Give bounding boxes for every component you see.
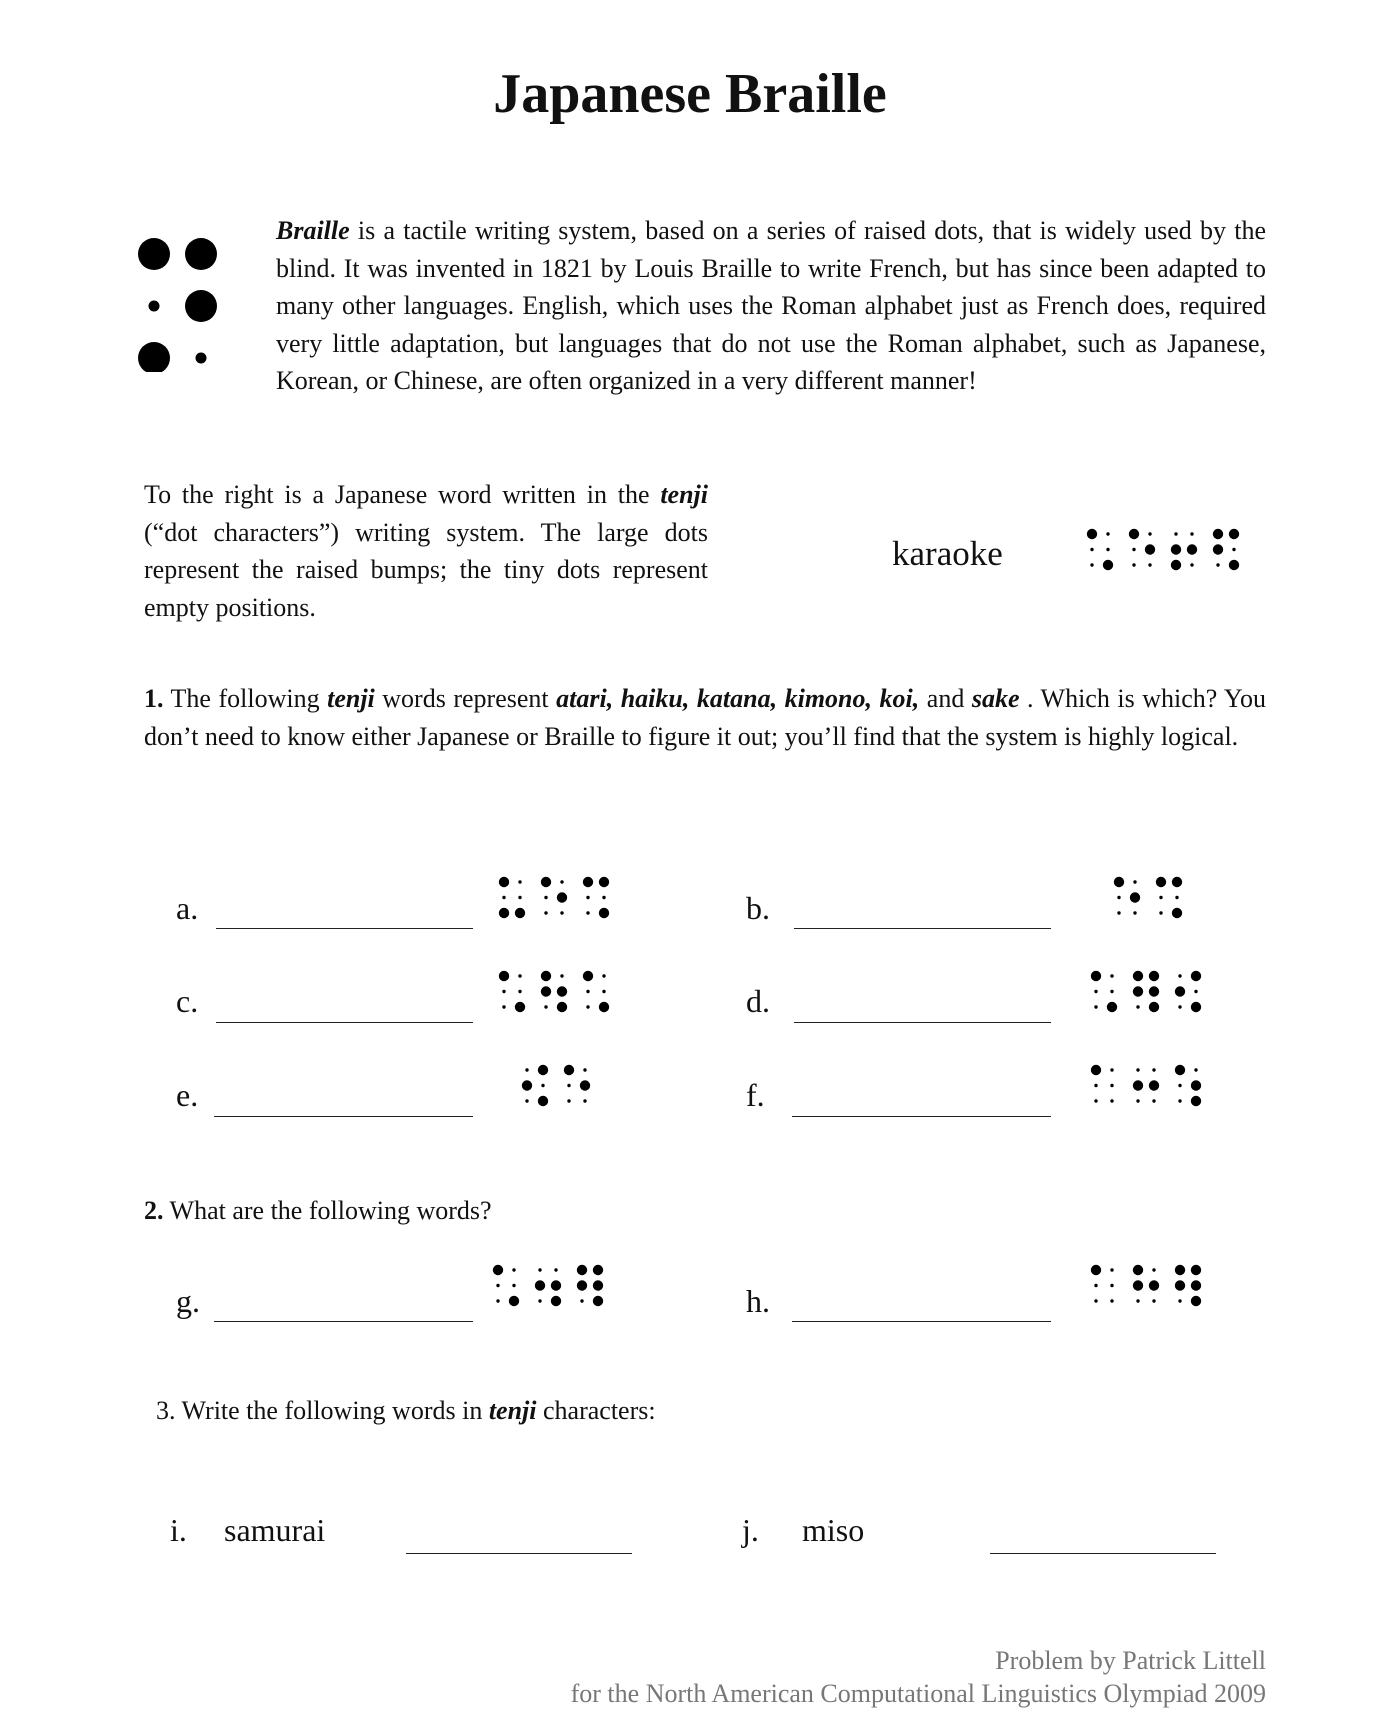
braille-raised-dot bbox=[1187, 544, 1197, 554]
braille-raised-dot bbox=[1213, 544, 1223, 554]
braille-raised-dot bbox=[1213, 529, 1223, 539]
braille-raised-dot bbox=[1087, 529, 1097, 539]
tenji-term: tenji bbox=[660, 480, 708, 509]
example-braille-icon bbox=[1086, 526, 1266, 576]
braille-empty-dot bbox=[586, 1005, 589, 1008]
item-g-braille-icon bbox=[492, 1262, 642, 1312]
braille-raised-dot bbox=[1103, 560, 1113, 570]
braille-empty-dot bbox=[567, 1084, 570, 1087]
item-g-label: g. bbox=[176, 1283, 200, 1319]
braille-raised-dot bbox=[599, 877, 609, 887]
q1-word-koi: koi, bbox=[879, 684, 920, 713]
braille-raised-dot bbox=[1175, 1280, 1185, 1290]
braille-raised-dot bbox=[577, 1280, 587, 1290]
item-d-answer-line[interactable] bbox=[794, 1022, 1051, 1023]
item-j-word: miso bbox=[802, 1512, 865, 1548]
braille-empty-dot bbox=[1110, 1284, 1113, 1287]
braille-empty-dot bbox=[525, 1099, 528, 1102]
braille-empty-dot bbox=[567, 1099, 570, 1102]
braille-empty-dot bbox=[1178, 1099, 1181, 1102]
braille-empty-dot bbox=[602, 990, 605, 993]
braille-raised-dot bbox=[499, 877, 509, 887]
braille-empty-dot bbox=[1110, 1299, 1113, 1302]
braille-raised-dot bbox=[1149, 1280, 1159, 1290]
braille-raised-dot bbox=[1130, 892, 1140, 902]
braille-empty-dot bbox=[1152, 1068, 1155, 1071]
item-c-label: c. bbox=[176, 983, 199, 1019]
braille-empty-dot bbox=[1110, 1068, 1113, 1071]
example-word: karaoke bbox=[892, 534, 1003, 573]
braille-raised-dot bbox=[580, 1080, 590, 1090]
braille-empty-dot bbox=[1106, 548, 1109, 551]
item-d-label: d. bbox=[746, 983, 770, 1019]
braille-empty-dot bbox=[1106, 532, 1109, 535]
braille-raised-dot bbox=[538, 1065, 548, 1075]
braille-raised-dot bbox=[538, 1096, 548, 1106]
braille-raised-dot bbox=[1191, 1280, 1201, 1290]
braille-empty-dot bbox=[560, 911, 563, 914]
braille-empty-dot bbox=[1133, 880, 1136, 883]
braille-empty-dot bbox=[544, 1005, 547, 1008]
braille-empty-dot bbox=[1194, 990, 1197, 993]
braille-raised-dot bbox=[1191, 1265, 1201, 1275]
braille-empty-dot bbox=[1152, 1099, 1155, 1102]
braille-empty-dot bbox=[1090, 563, 1093, 566]
braille-raised-dot bbox=[1133, 971, 1143, 981]
braille-raised-dot bbox=[1091, 971, 1101, 981]
item-f-answer-line[interactable] bbox=[792, 1116, 1051, 1117]
intro-text: is a tactile writing system, based on a series of raised dots, that is widely used by the blind. It was invented in 1821 by Louis Braille to write French, but has since been adapted to many other languages. English, which uses the Roman alphabet just as French does, required very little adaptation, but languages that do not use the Roman alphabet, such as Japanese, Korean, or Chinese, are often organized in a very different manner! bbox=[276, 216, 1266, 395]
braille-empty-dot bbox=[1136, 1299, 1139, 1302]
braille-empty-dot bbox=[1178, 1299, 1181, 1302]
braille-raised-dot bbox=[1175, 986, 1185, 996]
q1-tenji: tenji bbox=[327, 684, 375, 713]
braille-empty-dot bbox=[538, 1299, 541, 1302]
braille-empty-dot bbox=[1148, 563, 1151, 566]
q1-and: and bbox=[919, 684, 972, 713]
braille-raised-dot bbox=[1145, 544, 1155, 554]
intro-paragraph bbox=[276, 212, 1266, 400]
braille-raised-dot bbox=[593, 1280, 603, 1290]
braille-raised-dot bbox=[557, 986, 567, 996]
braille-empty-dot bbox=[518, 880, 521, 883]
braille-empty-dot bbox=[512, 1268, 515, 1271]
braille-empty-dot bbox=[502, 990, 505, 993]
item-h-braille-icon bbox=[1090, 1262, 1240, 1312]
braille-empty-dot bbox=[1094, 1284, 1097, 1287]
braille-raised-dot bbox=[1171, 544, 1181, 554]
braille-empty-dot bbox=[1190, 563, 1193, 566]
item-h-label: h. bbox=[746, 1283, 770, 1319]
braille-empty-dot bbox=[586, 896, 589, 899]
item-e-braille-icon bbox=[521, 1062, 621, 1112]
item-a-braille-icon bbox=[498, 874, 648, 924]
braille-raised-dot bbox=[522, 1080, 532, 1090]
braille-raised-dot bbox=[138, 342, 170, 372]
braille-empty-dot bbox=[1090, 548, 1093, 551]
item-f-braille-icon bbox=[1090, 1062, 1240, 1112]
braille-empty-dot bbox=[1094, 1099, 1097, 1102]
braille-empty-dot bbox=[1178, 1005, 1181, 1008]
braille-empty-dot bbox=[496, 1299, 499, 1302]
item-i-label: i. bbox=[170, 1512, 187, 1548]
braille-empty-dot bbox=[1117, 896, 1120, 899]
item-b-label: b. bbox=[746, 890, 770, 926]
question-1 bbox=[144, 680, 1266, 755]
braille-raised-dot bbox=[551, 1280, 561, 1290]
item-i-word: samurai bbox=[224, 1512, 326, 1548]
question-2-number: 2. bbox=[144, 1196, 164, 1225]
braille-empty-dot bbox=[525, 1068, 528, 1071]
braille-empty-dot bbox=[602, 974, 605, 977]
braille-raised-dot bbox=[535, 1280, 545, 1290]
q3-tenji: tenji bbox=[488, 1396, 537, 1425]
braille-raised-dot bbox=[551, 1296, 561, 1306]
q1-word-atari: atari, bbox=[556, 684, 614, 713]
braille-raised-dot bbox=[1091, 1265, 1101, 1275]
braille-empty-dot bbox=[496, 1284, 499, 1287]
braille-empty-dot bbox=[1094, 990, 1097, 993]
braille-raised-dot bbox=[583, 971, 593, 981]
braille-empty-dot bbox=[1216, 563, 1219, 566]
braille-raised-dot bbox=[1091, 1065, 1101, 1075]
braille-raised-dot bbox=[557, 1002, 567, 1012]
braille-raised-dot bbox=[1229, 529, 1239, 539]
braille-raised-dot bbox=[541, 971, 551, 981]
q1-word-haiku: haiku, bbox=[620, 684, 690, 713]
item-e-answer-line[interactable] bbox=[214, 1116, 473, 1117]
q1-word-sake: sake bbox=[971, 684, 1020, 713]
braille-empty-dot bbox=[583, 1099, 586, 1102]
braille-empty-dot bbox=[560, 880, 563, 883]
braille-raised-dot bbox=[593, 1296, 603, 1306]
braille-raised-dot bbox=[557, 892, 567, 902]
braille-empty-dot bbox=[1232, 548, 1235, 551]
braille-empty-dot bbox=[1132, 563, 1135, 566]
braille-empty-dot bbox=[1194, 1068, 1197, 1071]
braille-term: Braille bbox=[276, 216, 350, 245]
braille-raised-dot bbox=[1107, 1002, 1117, 1012]
q1-word-katana: katana, bbox=[696, 684, 778, 713]
braille-empty-dot bbox=[1110, 1268, 1113, 1271]
braille-raised-dot bbox=[1172, 877, 1182, 887]
tenji-desc-text-2: (“dot characters”) writing system. The large dots represent the raised bumps; the tiny dots represent empty positions. bbox=[144, 517, 708, 622]
braille-empty-dot bbox=[1136, 1099, 1139, 1102]
braille-empty-dot bbox=[149, 301, 160, 312]
braille-raised-dot bbox=[1149, 1080, 1159, 1090]
item-h-answer-line[interactable] bbox=[792, 1321, 1051, 1322]
braille-raised-dot bbox=[593, 1265, 603, 1275]
footer-credit: Problem by Patrick Littell bbox=[995, 1646, 1266, 1675]
item-d-braille-icon bbox=[1090, 968, 1240, 1018]
braille-raised-dot bbox=[1149, 986, 1159, 996]
item-b-braille-icon bbox=[1113, 874, 1213, 924]
item-e-label: e. bbox=[176, 1077, 199, 1113]
braille-raised-dot bbox=[1171, 560, 1181, 570]
item-c-answer-line[interactable] bbox=[216, 1022, 473, 1023]
braille-empty-dot bbox=[554, 1268, 557, 1271]
braille-empty-dot bbox=[502, 896, 505, 899]
item-i-answer-line[interactable] bbox=[406, 1553, 632, 1554]
question-2 bbox=[144, 1196, 492, 1226]
braille-raised-dot bbox=[185, 290, 217, 322]
braille-raised-dot bbox=[1191, 1096, 1201, 1106]
q1-text-3: . Which is which? You don’t need to know either Japanese or Braille to figure it out; you’ll find that the system is highly logical. bbox=[144, 684, 1267, 751]
item-a-label: a. bbox=[176, 890, 199, 926]
braille-empty-dot bbox=[1110, 974, 1113, 977]
braille-empty-dot bbox=[1178, 974, 1181, 977]
braille-raised-dot bbox=[1191, 971, 1201, 981]
braille-raised-dot bbox=[499, 971, 509, 981]
braille-raised-dot bbox=[541, 877, 551, 887]
q3-text-1: 3. Write the following words in bbox=[156, 1396, 489, 1425]
braille-empty-dot bbox=[583, 1068, 586, 1071]
q1-text-2: words represent bbox=[374, 684, 557, 713]
braille-raised-dot bbox=[599, 908, 609, 918]
braille-empty-dot bbox=[1136, 1005, 1139, 1008]
item-j-answer-line[interactable] bbox=[990, 1553, 1216, 1554]
braille-empty-dot bbox=[1094, 1084, 1097, 1087]
braille-raised-dot bbox=[1191, 1002, 1201, 1012]
braille-empty-dot bbox=[1152, 1299, 1155, 1302]
braille-raised-dot bbox=[1149, 1002, 1159, 1012]
braille-raised-dot bbox=[1175, 1065, 1185, 1075]
braille-empty-dot bbox=[538, 1268, 541, 1271]
braille-empty-dot bbox=[1133, 911, 1136, 914]
braille-empty-dot bbox=[1178, 1084, 1181, 1087]
braille-raised-dot bbox=[515, 1002, 525, 1012]
braille-empty-dot bbox=[1175, 896, 1178, 899]
braille-raised-dot bbox=[564, 1065, 574, 1075]
braille-empty-dot bbox=[518, 896, 521, 899]
braille-raised-dot bbox=[1114, 877, 1124, 887]
braille-empty-dot bbox=[586, 990, 589, 993]
braille-empty-dot bbox=[544, 896, 547, 899]
braille-raised-dot bbox=[583, 877, 593, 887]
question-3 bbox=[156, 1396, 656, 1426]
braille-empty-dot bbox=[196, 353, 207, 364]
braille-raised-dot bbox=[1133, 1080, 1143, 1090]
item-g-answer-line[interactable] bbox=[214, 1321, 473, 1322]
braille-empty-dot bbox=[586, 911, 589, 914]
braille-empty-dot bbox=[544, 911, 547, 914]
braille-empty-dot bbox=[518, 990, 521, 993]
braille-logo-icon bbox=[130, 236, 230, 372]
braille-empty-dot bbox=[1094, 1005, 1097, 1008]
item-c-braille-icon bbox=[498, 968, 648, 1018]
braille-empty-dot bbox=[1094, 1299, 1097, 1302]
braille-raised-dot bbox=[599, 1002, 609, 1012]
braille-raised-dot bbox=[1156, 877, 1166, 887]
braille-empty-dot bbox=[1148, 532, 1151, 535]
q2-text: What are the following words? bbox=[163, 1196, 492, 1225]
braille-raised-dot bbox=[1172, 908, 1182, 918]
braille-empty-dot bbox=[1136, 1068, 1139, 1071]
braille-empty-dot bbox=[1152, 1268, 1155, 1271]
braille-empty-dot bbox=[602, 896, 605, 899]
braille-raised-dot bbox=[493, 1265, 503, 1275]
braille-raised-dot bbox=[1149, 971, 1159, 981]
braille-empty-dot bbox=[1110, 1084, 1113, 1087]
braille-raised-dot bbox=[185, 238, 217, 270]
braille-empty-dot bbox=[1174, 532, 1177, 535]
braille-raised-dot bbox=[1175, 1265, 1185, 1275]
braille-raised-dot bbox=[1191, 1296, 1201, 1306]
braille-empty-dot bbox=[1132, 548, 1135, 551]
braille-empty-dot bbox=[1110, 990, 1113, 993]
braille-empty-dot bbox=[512, 1284, 515, 1287]
braille-raised-dot bbox=[1229, 560, 1239, 570]
braille-empty-dot bbox=[1110, 1099, 1113, 1102]
tenji-desc-text-1: To the right is a Japanese word written in the bbox=[144, 480, 661, 509]
braille-empty-dot bbox=[580, 1299, 583, 1302]
braille-raised-dot bbox=[1129, 529, 1139, 539]
item-j-label: j. bbox=[742, 1512, 759, 1548]
braille-raised-dot bbox=[138, 238, 170, 270]
braille-empty-dot bbox=[1117, 911, 1120, 914]
item-a-answer-line[interactable] bbox=[216, 928, 473, 929]
braille-empty-dot bbox=[541, 1084, 544, 1087]
item-b-answer-line[interactable] bbox=[794, 928, 1051, 929]
q1-word-kimono: kimono, bbox=[784, 684, 873, 713]
braille-raised-dot bbox=[541, 986, 551, 996]
braille-raised-dot bbox=[515, 908, 525, 918]
braille-raised-dot bbox=[1133, 986, 1143, 996]
braille-raised-dot bbox=[1133, 1265, 1143, 1275]
braille-empty-dot bbox=[1159, 911, 1162, 914]
q1-text-1: The following bbox=[163, 684, 328, 713]
braille-raised-dot bbox=[1191, 1080, 1201, 1090]
footer-olympiad: for the North American Computational Linguistics Olympiad 2009 bbox=[570, 1679, 1266, 1708]
braille-raised-dot bbox=[509, 1296, 519, 1306]
page-title: Japanese Braille bbox=[493, 63, 887, 125]
braille-raised-dot bbox=[1133, 1280, 1143, 1290]
braille-empty-dot bbox=[560, 974, 563, 977]
braille-raised-dot bbox=[499, 908, 509, 918]
braille-empty-dot bbox=[518, 974, 521, 977]
braille-raised-dot bbox=[577, 1265, 587, 1275]
braille-empty-dot bbox=[1190, 532, 1193, 535]
question-1-number: 1. bbox=[144, 684, 164, 713]
q3-text-2: characters: bbox=[536, 1396, 656, 1425]
braille-empty-dot bbox=[502, 1005, 505, 1008]
tenji-description bbox=[144, 476, 708, 626]
item-f-label: f. bbox=[746, 1077, 765, 1113]
braille-empty-dot bbox=[1159, 896, 1162, 899]
